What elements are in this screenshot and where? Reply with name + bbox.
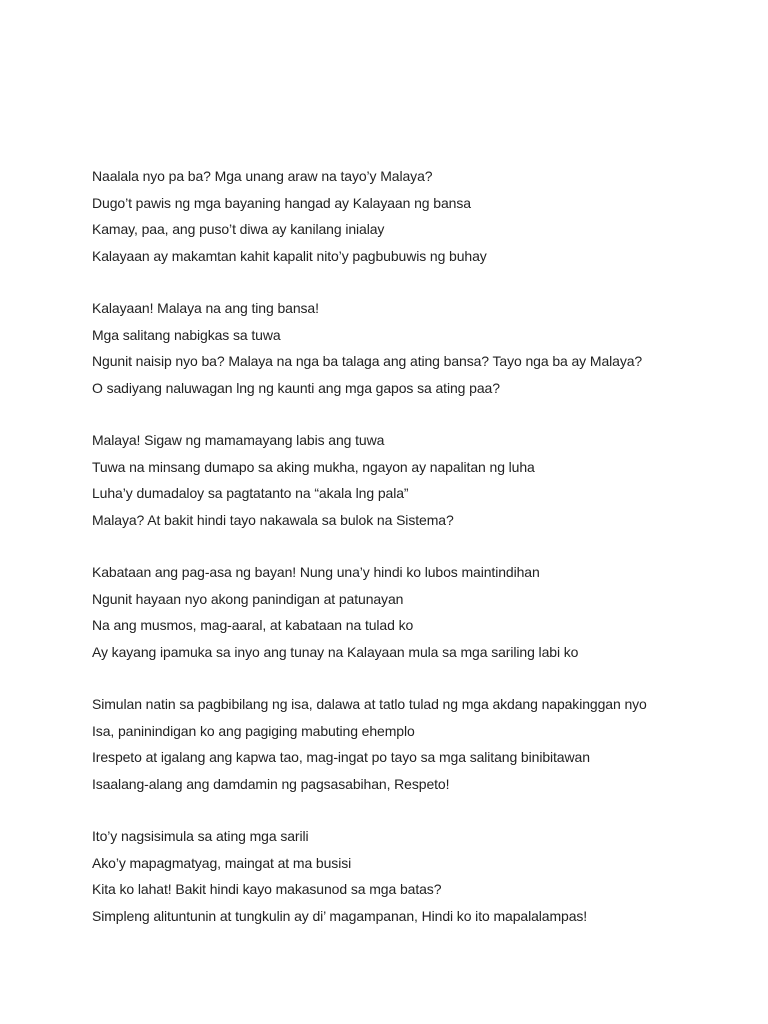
- poem-body: [92, 163, 752, 955]
- stanza-4: [92, 559, 752, 665]
- poem-line: Isa, paninindigan ko ang pagiging mabuting ehemplo: [92, 722, 415, 739]
- poem-line: Kabataan ang pag-asa ng bayan! Nung una’y hindi ko lubos maintindihan: [92, 564, 540, 580]
- poem-line: Ngunit naisip nyo ba? Malaya na nga ba talaga ang ating bansa? Tayo nga ba ay Malaya?: [92, 353, 643, 369]
- poem-line: Irespeto at igalang ang kapwa tao, mag-ingat po tayo sa mga salitang binibitawan: [92, 749, 590, 765]
- stanza-5: [92, 691, 752, 797]
- poem-line: Ay kayang ipamuka sa inyo ang tunay na Kalayaan mula sa mga sariling labi ko: [92, 643, 579, 660]
- poem-line: Ako’y mapagmatyag, maingat at ma busisi: [92, 854, 352, 871]
- stanza-2: [92, 295, 752, 401]
- poem-line: Luha’y dumadaloy sa pagtatanto na “akala lng pala”: [92, 485, 409, 501]
- poem-line: Ito’y nagsisimula sa ating mga sarili: [92, 828, 309, 844]
- poem-line: Simpleng alituntunin at tungkulin ay di’ magampanan, Hindi ko ito mapalalampas!: [92, 907, 588, 924]
- poem-line: Naalala nyo pa ba? Mga unang araw na tayo’y Malaya?: [92, 168, 433, 184]
- poem-line: Kalayaan! Malaya na ang ting bansa!: [92, 300, 319, 316]
- stanza-3: [92, 427, 752, 533]
- poem-line: Na ang musmos, mag-aaral, at kabataan na tulad ko: [92, 617, 414, 633]
- poem-line: Malaya! Sigaw ng mamamayang labis ang tuwa: [92, 432, 385, 448]
- poem-line: Kita ko lahat! Bakit hindi kayo makasunod sa mga batas?: [92, 881, 442, 897]
- poem-line: Dugo’t pawis ng mga bayaning hangad ay Kalayaan ng bansa: [92, 194, 471, 211]
- poem-line: Malaya? At bakit hindi tayo nakawala sa bulok na Sistema?: [92, 511, 454, 528]
- poem-line: Kalayaan ay makamtan kahit kapalit nito’y pagbubuwis ng buhay: [92, 247, 487, 264]
- stanza-1: [92, 163, 752, 269]
- poem-line: Isaalang-alang ang damdamin ng pagsasabihan, Respeto!: [92, 775, 450, 792]
- poem-line: Ngunit hayaan nyo akong panindigan at patunayan: [92, 590, 404, 607]
- poem-line: O sadiyang naluwagan lng ng kaunti ang mga gapos sa ating paa?: [92, 379, 500, 396]
- stanza-6: [92, 823, 752, 929]
- poem-line: Simulan natin sa pagbibilang ng isa, dalawa at tatlo tulad ng mga akdang napakinggan nyo: [92, 696, 647, 712]
- poem-line: Kamay, paa, ang puso’t diwa ay kanilang inialay: [92, 221, 385, 237]
- poem-line: Tuwa na minsang dumapo sa aking mukha, ngayon ay napalitan ng luha: [92, 458, 535, 475]
- poem-line: Mga salitang nabigkas sa tuwa: [92, 326, 281, 343]
